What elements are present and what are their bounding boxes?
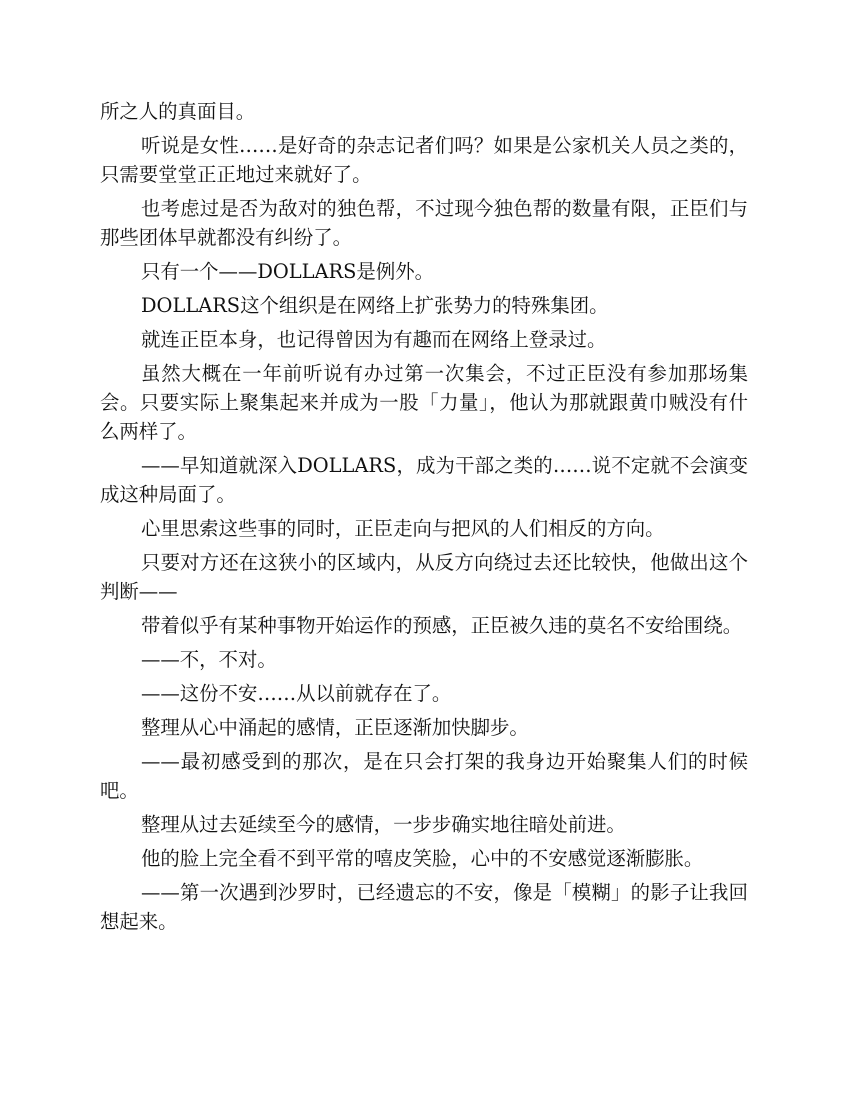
paragraph: ——不，不对。 — [141, 648, 277, 671]
paragraph: ——最初感受到的那次，是在只会打架的我身边开始聚集人们的时候吧。 — [100, 750, 748, 802]
paragraph: 整理从心中涌起的感情，正臣逐渐加快脚步。 — [141, 716, 529, 739]
paragraph: 虽然大概在一年前听说有办过第一次集会，不过正臣没有参加那场集会。只要实际上聚集起来并成为一股「力量」，他认为那就跟黄巾贼没有什么两样了。 — [100, 362, 748, 443]
paragraph: 听说是女性……是好奇的杂志记者们吗？如果是公家机关人员之类的，只需要堂堂正正地过来就好了。 — [100, 134, 748, 186]
paragraph: 带着似乎有某种事物开始运作的预感，正臣被久违的莫名不安给围绕。 — [141, 614, 743, 637]
paragraph: 也考虑过是否为敌对的独色帮，不过现今独色帮的数量有限，正臣们与那些团体早就都没有纠纷了。 — [100, 197, 748, 249]
paragraph: 只要对方还在这狭小的区域内，从反方向绕过去还比较快，他做出这个判断—— — [100, 551, 748, 603]
paragraph: 只有一个——DOLLARS是例外。 — [141, 260, 434, 283]
paragraph: 就连正臣本身，也记得曾因为有趣而在网络上登录过。 — [141, 328, 607, 351]
paragraph: DOLLARS这个组织是在网络上扩张势力的特殊集团。 — [141, 294, 609, 317]
paragraph: 他的脸上完全看不到平常的嘻皮笑脸，心中的不安感觉逐渐膨胀。 — [141, 847, 704, 870]
document-body — [100, 97, 748, 941]
paragraph: ——早知道就深入DOLLARS，成为干部之类的……说不定就不会演变成这种局面了。 — [100, 454, 748, 506]
paragraph: 所之人的真面目。 — [100, 100, 256, 123]
paragraph: 整理从过去延续至今的感情，一步步确实地往暗处前进。 — [141, 813, 626, 836]
paragraph: ——第一次遇到沙罗时，已经遗忘的不安，像是「模糊」的影子让我回想起来。 — [100, 881, 748, 933]
paragraph: 心里思索这些事的同时，正臣走向与把风的人们相反的方向。 — [141, 517, 665, 540]
paragraph: ——这份不安……从以前就存在了。 — [141, 682, 452, 705]
